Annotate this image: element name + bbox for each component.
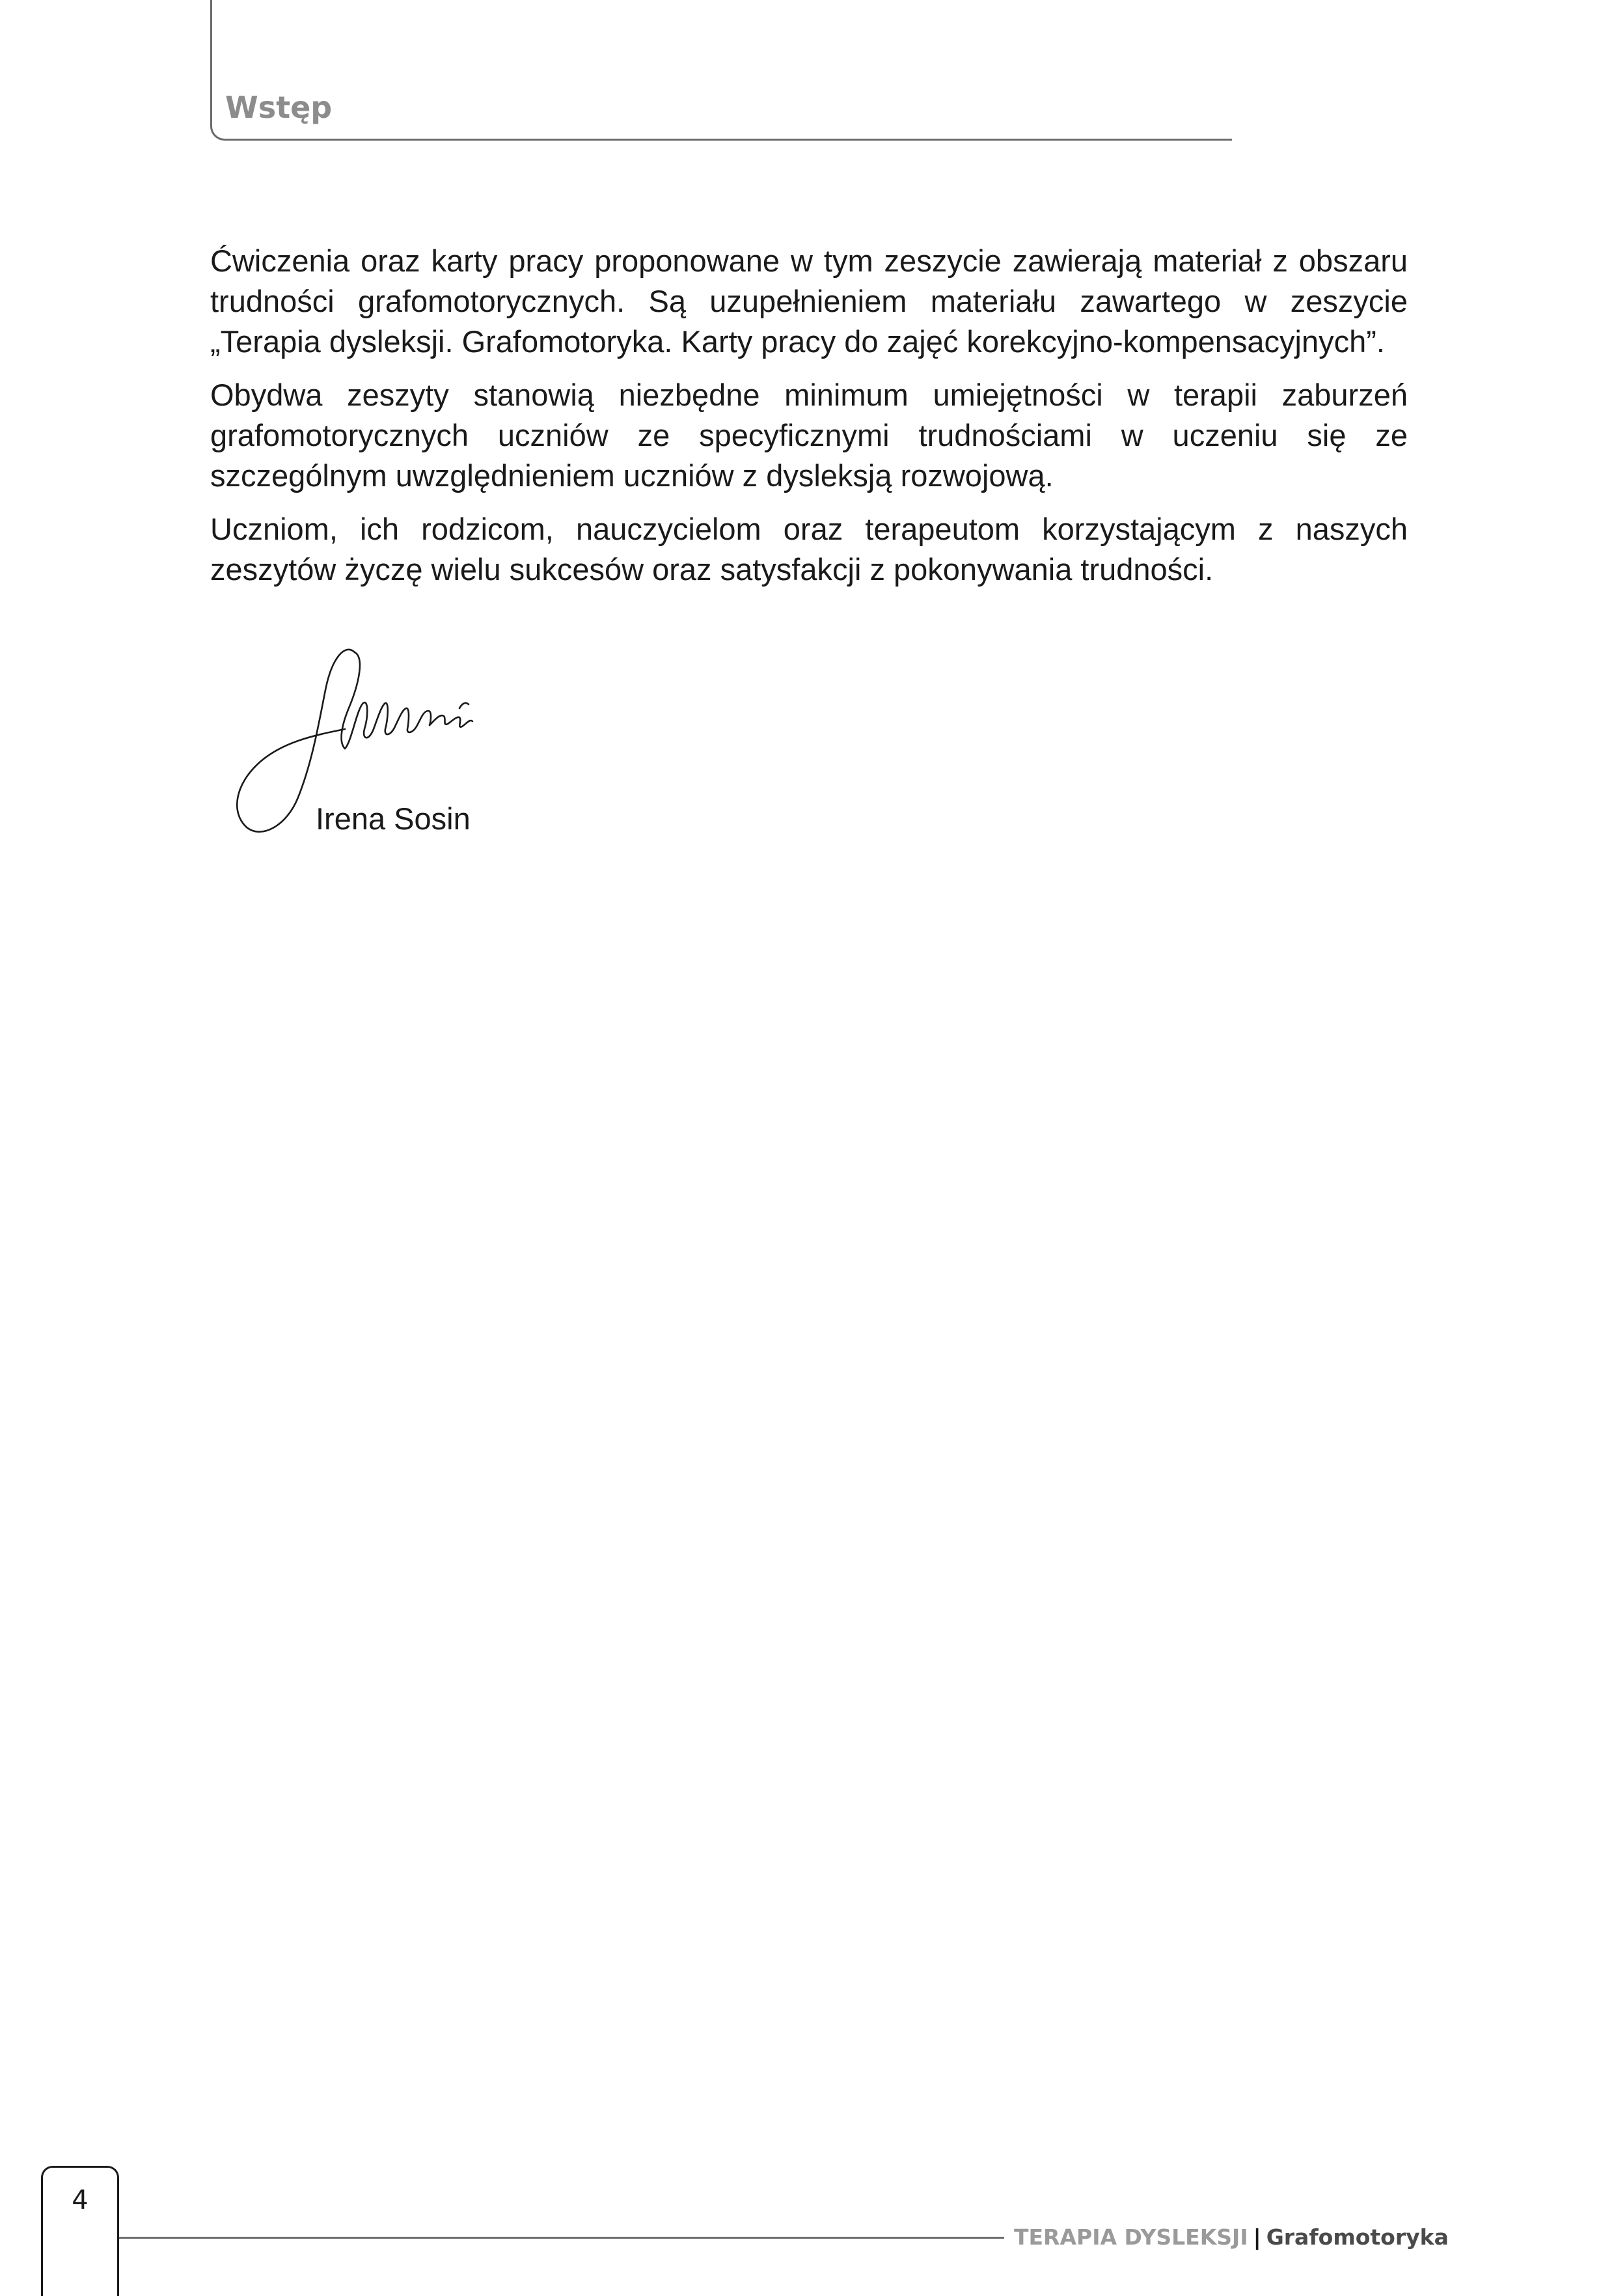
page-number: 4 bbox=[72, 2185, 89, 2215]
paragraph-1: Ćwiczenia oraz karty pracy proponowane w tym zeszycie zawierają materiał z obszaru trudności grafomotorycznych. Są uzupełnieniem materiału zawartego w zeszycie „Terapia dysleksji. Grafomotoryka. Karty pracy do zajęć korekcyjno-kompensacyjnych”. bbox=[210, 243, 1408, 359]
footer-separator: | bbox=[1253, 2224, 1261, 2250]
body-text bbox=[210, 241, 1408, 603]
paragraph-3: Uczniom, ich rodzicom, nauczycielom oraz terapeutom korzystającym z naszych zeszytów życzę wielu sukcesów oraz satysfakcji z pokonywania trudności. bbox=[210, 512, 1408, 587]
section-title: Wstęp bbox=[225, 90, 333, 125]
header-frame bbox=[210, 0, 1232, 141]
paragraph-2: Obydwa zeszyty stanowią niezbędne minimum umiejętności w terapii zaburzeń grafomotorycznych uczniów ze specyficznymi trudnościami w uczeniu się ze szczególnym uwzględnieniem uczniów z dysleksją rozwojową. bbox=[210, 378, 1408, 493]
footer-label bbox=[1014, 2226, 1449, 2248]
footer-subject-title: Grafomotoryka bbox=[1266, 2224, 1449, 2250]
footer-series-title: TERAPIA DYSLEKSJI bbox=[1014, 2224, 1248, 2250]
footer-rule bbox=[119, 2237, 1004, 2239]
signer-name: Irena Sosin bbox=[316, 801, 471, 836]
